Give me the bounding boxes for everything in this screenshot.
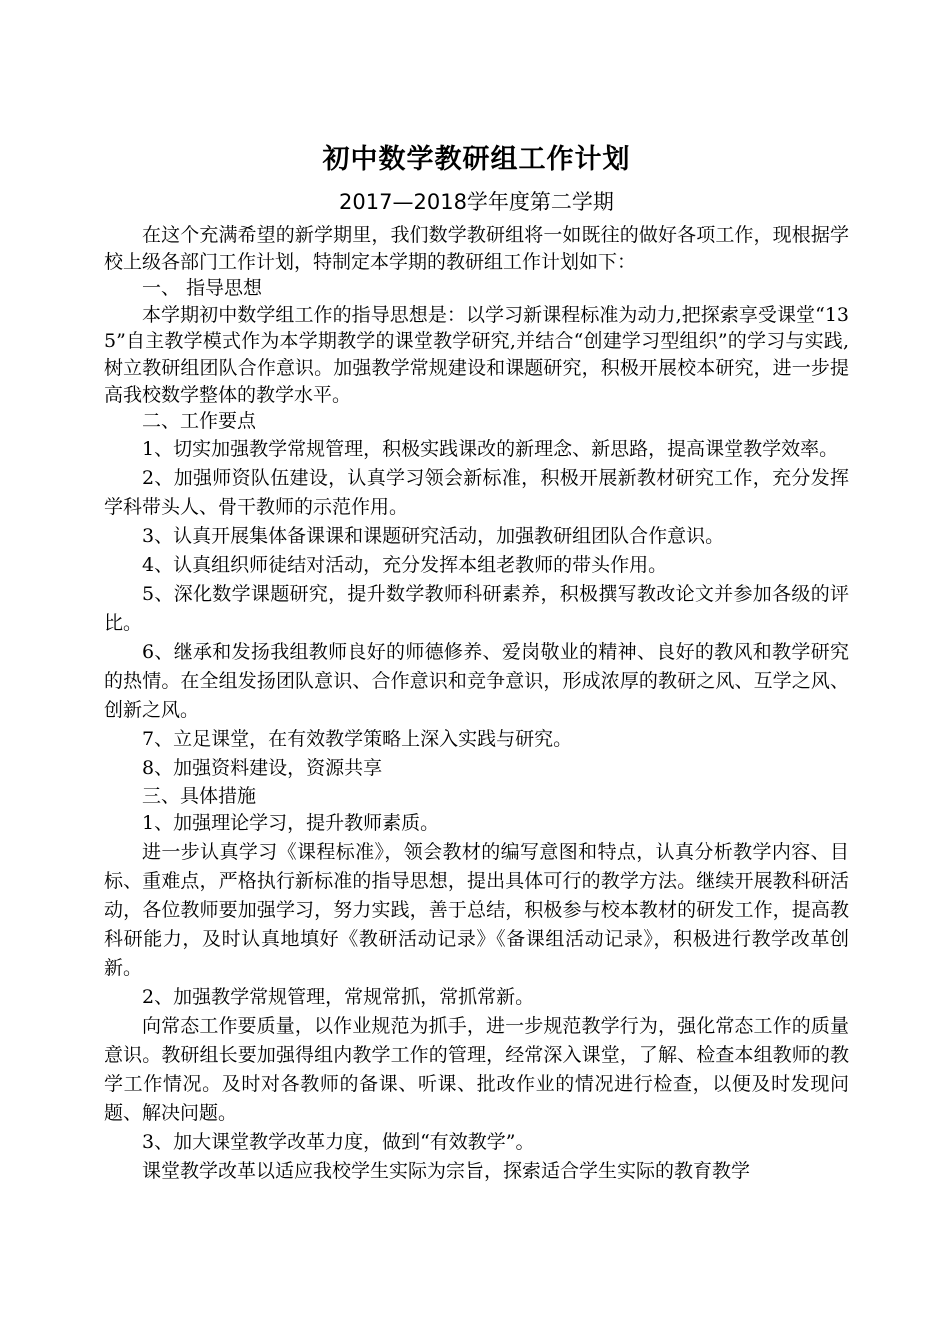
section-heading-measures: 三、具体措施 (142, 784, 257, 807)
intro-paragraph: 在这个充满希望的新学期里，我们数学教研组将一如既往的做好各项工作，现根据学校上级各部门工作计划，特制定本学期的教研组工作计划如下： (104, 224, 849, 273)
section-heading-guiding-thought: 一、 指导思想 (142, 277, 263, 300)
guiding-thought-paragraph: 本学期初中数学组工作的指导思想是：以学习新课程标准为动力,把探索享受课堂“135”自主教学模式作为本学期教学的课堂教学研究,并结合“创建学习型组织”的学习与实践,树立教研组团队合作意识。加强教学常规建设和课题研究，积极开展校本研究，进一步提高我校数学整体的教学水平。 (104, 303, 849, 406)
work-point-item: 7、立足课堂，在有效教学策略上深入实践与研究。 (142, 727, 573, 750)
work-point-item: 2、加强师资队伍建设，认真学习领会新标准，积极开展新教材研究工作，充分发挥学科带头人、骨干教师的示范作用。 (104, 466, 849, 518)
measure-heading: 1、加强理论学习，提升教师素质。 (142, 812, 440, 835)
document-title: 初中数学教研组工作计划 (322, 144, 631, 175)
work-point-item: 3、认真开展集体备课课和课题研究活动，加强教研组团队合作意识。 (142, 524, 725, 547)
measure-paragraph: 进一步认真学习《课程标准》，领会教材的编写意图和特点，认真分析教学内容、目标、重难点，严格执行新标准的指导思想，提出具体可行的教学方法。继续开展教科研活动，各位教师要加强学习，努力实践，善于总结，积极参与校本教材的研发工作，提高教科研能力，及时认真地填好《教研活动记录》《备课组活动记录》，积极进行教学改革创新。 (104, 841, 849, 980)
measure-heading: 3、加大课堂教学改革力度，做到“有效教学”。 (142, 1131, 535, 1154)
work-point-item: 5、深化数学课题研究，提升数学教师科研素养，积极撰写教改论文并参加各级的评比。 (104, 582, 849, 634)
section-heading-work-points: 二、工作要点 (142, 410, 257, 433)
measure-paragraph: 向常态工作要质量，以作业规范为抓手，进一步规范教学行为，强化常态工作的质量意识。教研组长要加强得组内教学工作的管理，经常深入课堂，了解、检查本组教师的教学工作情况。及时对各教师的备课、听课、批改作业的情况进行检查，以便及时发现问题、解决问题。 (104, 1015, 849, 1125)
document-body (104, 138, 849, 1186)
work-point-item: 8、加强资料建设，资源共享 (142, 756, 383, 779)
work-point-item: 1、切实加强教学常规管理，积极实践课改的新理念、新思路，提高课堂教学效率。 (142, 437, 839, 460)
work-point-item: 6、继承和发扬我组教师良好的师德修养、爱岗敬业的精神、良好的教风和教学研究的热情。在全组发扬团队意识、合作意识和竞争意识，形成浓厚的教研之风、互学之风、创新之风。 (104, 640, 849, 721)
document-subtitle: 2017—2018学年度第二学期 (339, 190, 614, 214)
measure-paragraph: 课堂教学改革以适应我校学生实际为宗旨，探索适合学生实际的教育教学 (142, 1160, 751, 1183)
work-point-item: 4、认真组织师徒结对活动，充分发挥本组老教师的带头作用。 (142, 553, 668, 576)
measure-heading: 2、加强教学常规管理，常规常抓，常抓常新。 (142, 986, 535, 1009)
